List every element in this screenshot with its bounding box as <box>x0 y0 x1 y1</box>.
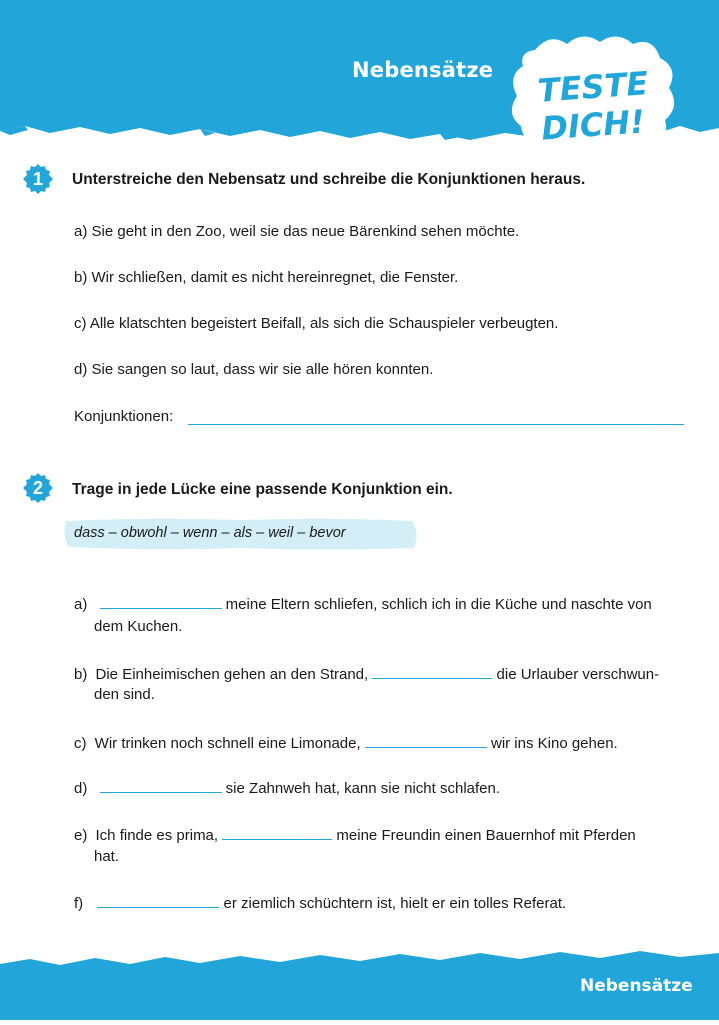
task2-instruction: Trage in jede Lücke eine passende Konjunktion ein. <box>72 481 453 498</box>
gap-input-a[interactable] <box>100 594 222 609</box>
footer-title: Nebensätze <box>580 976 693 996</box>
item-text: Wir trinken noch schnell eine Limonade, <box>94 735 365 752</box>
gap-input-d[interactable] <box>100 778 222 793</box>
task2-item-a-line2: dem Kuchen. <box>94 618 183 635</box>
item-label: a) <box>74 596 88 613</box>
task2-item-f <box>74 893 566 912</box>
gap-input-b[interactable] <box>372 664 492 679</box>
item-text: wir ins Kino gehen. <box>486 735 618 752</box>
task2-item-d <box>74 778 500 797</box>
task2-item-c <box>74 733 618 752</box>
task1-item-a: a) Sie geht in den Zoo, weil sie das neue Bärenkind sehen möchte. <box>74 223 520 240</box>
item-text: er ziemlich schüchtern ist, hielt er ein tolles Referat. <box>219 895 567 912</box>
word-box-text: dass – obwohl – wenn – als – weil – bevor <box>74 525 346 541</box>
gap-input-c[interactable] <box>365 733 487 748</box>
item-label: c) <box>74 735 87 752</box>
task1-answer-label: Konjunktionen: <box>74 408 174 425</box>
task2-number: 2 <box>32 478 43 498</box>
task1-item-c: c) Alle klatschten begeistert Beifall, als sich die Schauspieler verbeugten. <box>74 315 559 332</box>
task2-number-badge <box>22 472 54 504</box>
item-label: e) <box>74 827 88 844</box>
gap-input-e[interactable] <box>222 825 332 840</box>
task1-instruction: Unterstreiche den Nebensatz und schreibe die Konjunktionen heraus. <box>72 171 586 188</box>
task1-item-d: d) Sie sangen so laut, dass wir sie alle hören konnten. <box>74 361 434 378</box>
badge-line1: TESTE <box>536 64 650 110</box>
task2-item-e-line2: hat. <box>94 848 120 865</box>
item-text: sie Zahnweh hat, kann sie nicht schlafen. <box>221 780 501 797</box>
item-text: Ich finde es prima, <box>95 827 223 844</box>
item-label: f) <box>74 895 84 912</box>
item-text: die Urlauber verschwun- <box>492 666 660 683</box>
gap-input-f[interactable] <box>97 893 219 908</box>
teste-dich-badge <box>505 30 680 160</box>
item-label: b) <box>74 666 88 683</box>
task1-number: 1 <box>32 169 43 189</box>
item-label: d) <box>74 780 88 797</box>
task1-number-badge <box>22 163 54 195</box>
page-title: Nebensätze <box>352 58 494 82</box>
task2-item-b <box>74 664 659 683</box>
item-text: meine Freundin einen Bauernhof mit Pferden <box>332 827 636 844</box>
task2-item-a <box>74 594 652 613</box>
task2-item-e <box>74 825 636 844</box>
item-text: Die Einheimischen gehen an den Strand, <box>95 666 373 683</box>
task1-answer-line[interactable] <box>188 424 684 425</box>
task1-item-b: b) Wir schließen, damit es nicht hereinregnet, die Fenster. <box>74 269 459 286</box>
item-text: meine Eltern schliefen, schlich ich in die Küche und naschte von <box>221 596 652 613</box>
task2-item-b-line2: den sind. <box>94 686 155 703</box>
badge-line2: DICH! <box>540 102 646 148</box>
